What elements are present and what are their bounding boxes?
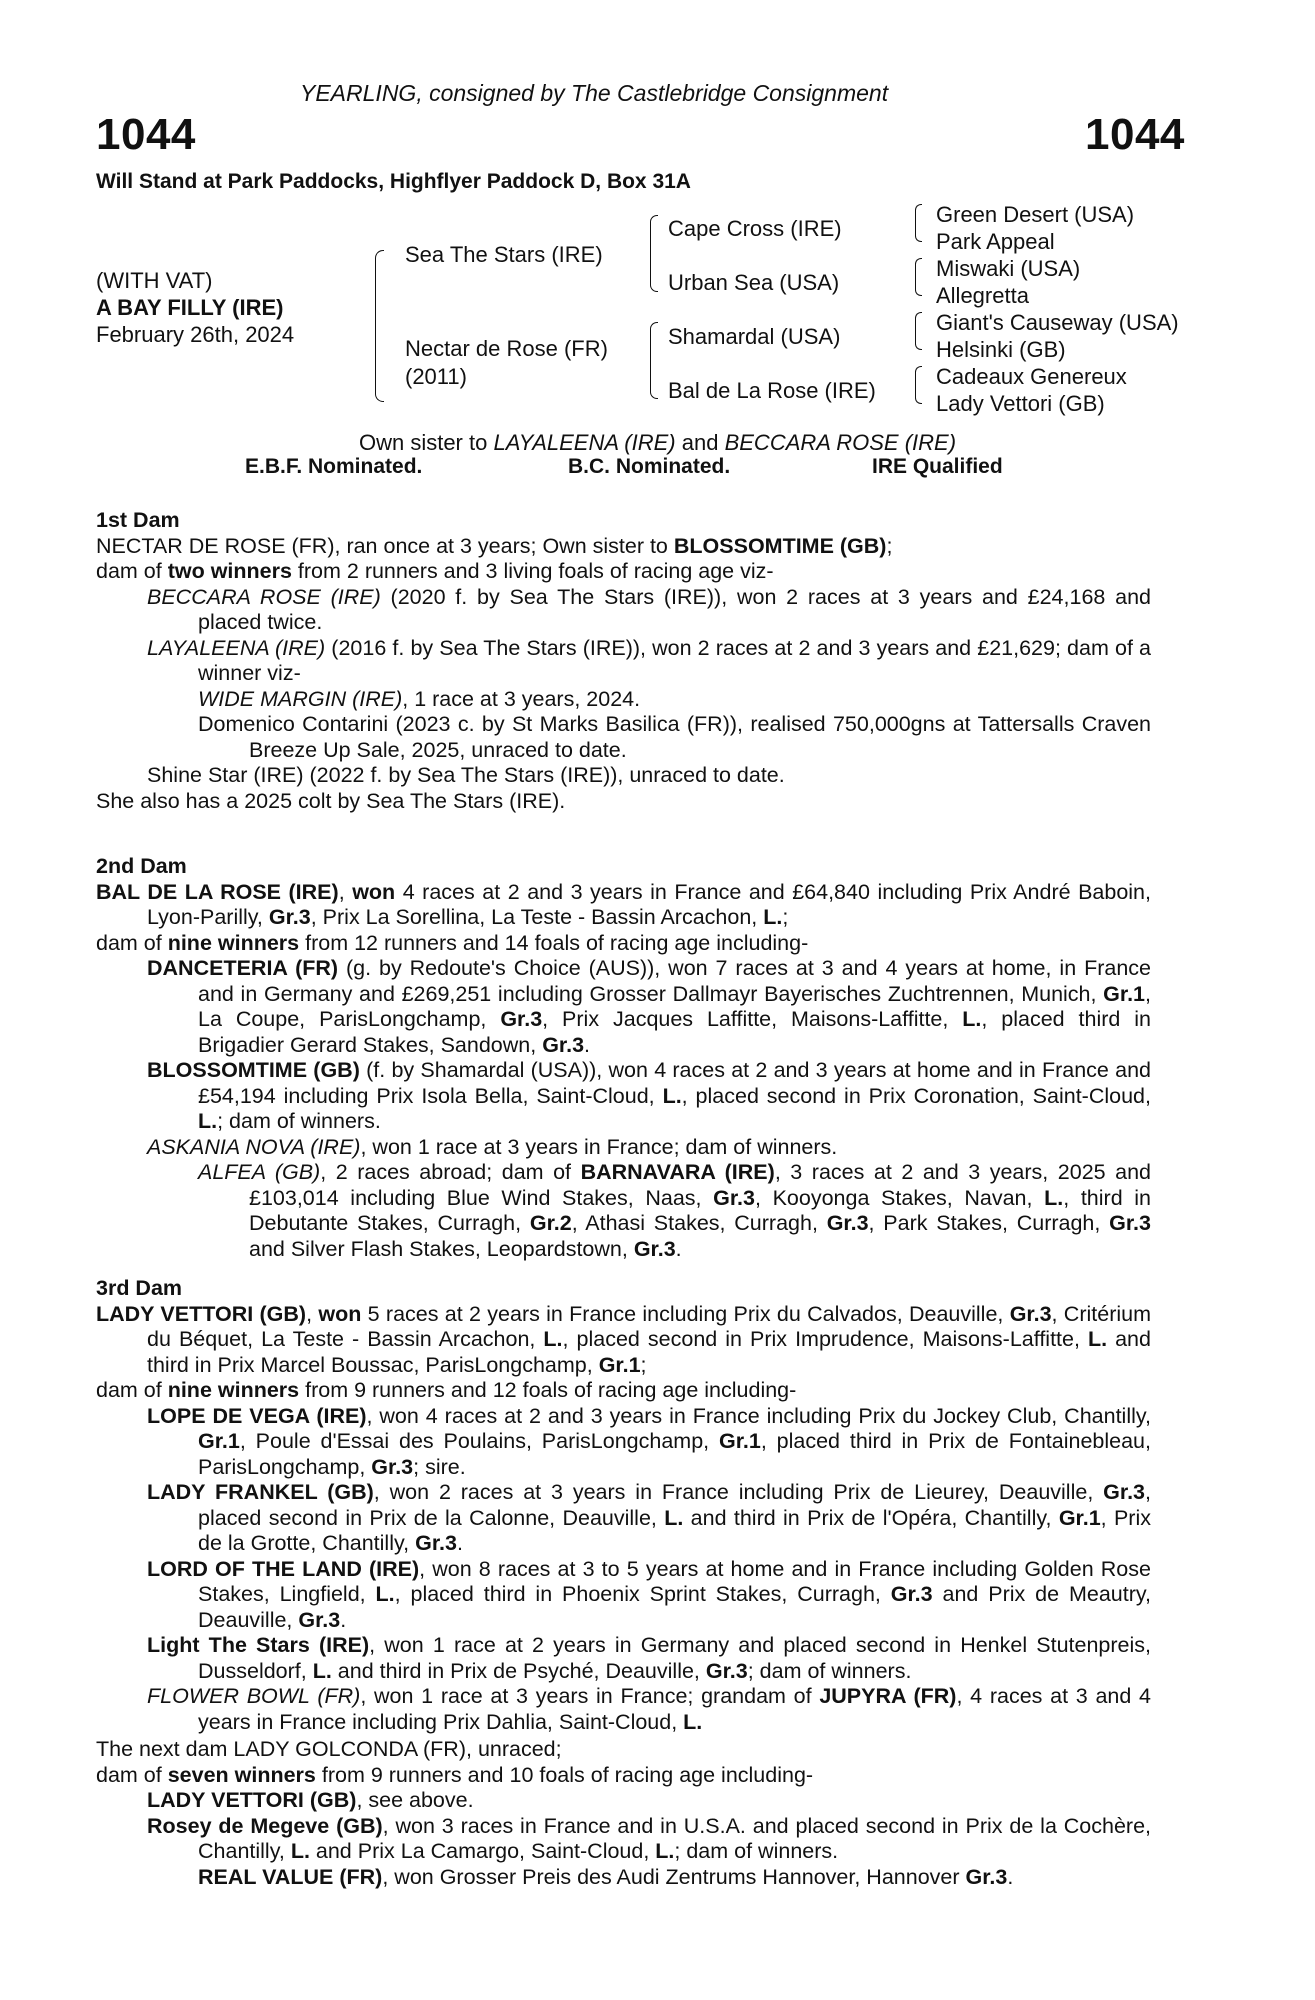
text: , won Grosser Preis des Audi Zentrums Hannover, Hannover [382,1864,966,1889]
grade: Gr.3 [826,1211,869,1235]
grade: L. [290,1839,310,1863]
won: won [318,1301,362,1326]
sd-sire: Miswaki (USA) [936,256,1081,281]
dam-name: Nectar de Rose (FR) [405,336,608,361]
text: ; dam of winners. [674,1839,839,1863]
third-dam-line2 [96,1378,1196,1404]
text: . [456,1531,463,1555]
dd-dam: Lady Vettori (GB) [936,391,1105,416]
text: , [306,1301,319,1326]
progeny-name: LADY FRANKEL (GB) [147,1480,374,1504]
progeny-name: LORD OF THE LAND (IRE) [147,1556,420,1581]
bc-nominated: B.C. Nominated. [568,455,731,478]
pedigree-brace-sire [650,215,658,292]
winners-count: seven winners [167,1762,316,1787]
grade: L. [664,1505,684,1530]
text: (f. by Shamardal (USA)), won 4 races at 2 and 3 years at home and in France and £54,194 including Prix Isola Bella, Saint-Cloud, [198,1058,1151,1108]
text: , third in Debutante Stakes, Curragh, [249,1185,1152,1235]
grade: Gr.3 [500,1007,543,1031]
grade: Gr.2 [529,1211,572,1235]
grade: Gr.3 [1009,1301,1052,1326]
own-sister-name-2: BECCARA ROSE (IRE) [724,430,957,455]
lot-number-right: 1044 [1085,110,1185,159]
progeny-2025-colt: She also has a 2025 colt by Sea The Stars (IRE). [96,788,566,813]
stand-location: Will Stand at Park Paddocks, Highflyer Paddock D, Box 31A [96,170,691,193]
text: 5 races at 2 years in France including Prix du Calvados, Deauville, [361,1301,1010,1326]
progeny-name: BECCARA ROSE (IRE) [147,584,381,609]
next-dam-line1: The next dam LADY GOLCONDA (FR), unraced; [96,1737,562,1761]
progeny-beccara [96,585,1151,636]
progeny-flower-bowl [147,1684,1151,1735]
grade: Gr.3 [298,1607,341,1632]
progeny-text: (2016 f. by Sea The Stars (IRE)), won 2 races at 2 and 3 years and £21,629; dam of a winner viz- [198,635,1151,685]
progeny-lope-de-vega [147,1404,1151,1481]
progeny-light-the-stars [147,1633,1151,1684]
grade: Gr.1 [598,1352,641,1377]
ire-qualified: IRE Qualified [872,455,1003,478]
text: , 3 races at 2 and 3 years, 2025 and £103,014 including Blue Wind Stakes, Naas, [249,1160,1151,1210]
progeny-name: ALFEA (GB) [198,1160,321,1184]
text: and Prix La Camargo, Saint-Cloud, [309,1839,656,1863]
pedigree-brace-1 [915,204,922,242]
text: , 4 races at 3 and 4 years in France including Prix Dahlia, Saint-Cloud, [198,1684,1152,1734]
first-dam-sister: BLOSSOMTIME (GB) [673,533,887,558]
text: dam of [96,930,168,955]
own-sister-and: and [675,430,725,455]
progeny-name: FLOWER BOWL (FR) [147,1684,361,1708]
grade: Gr.3 [542,1032,585,1057]
text: 4 races at 2 and 3 years in France and £64,840 including Prix André Baboin, Lyon-Parilly, [147,879,1151,929]
own-sister-prefix: Own sister to [358,430,494,455]
grade: L. [655,1839,675,1863]
progeny-name: ASKANIA NOVA (IRE) [147,1134,361,1159]
ds-dam: Helsinki (GB) [936,337,1066,362]
text: , Critérium du Béquet, La Teste - Bassin Arcachon, [147,1301,1151,1351]
own-sister-name-1: LAYALEENA (IRE) [493,430,676,455]
second-dam-heading: 2nd Dam [96,854,187,878]
ss-sire: Green Desert (USA) [936,202,1135,227]
text: , Park Stakes, Curragh, [868,1211,1110,1235]
text: and third in Prix de l'Opéra, Chantilly, [683,1505,1059,1530]
sire-name: Sea The Stars (IRE) [405,242,603,267]
progeny-wide-margin [96,687,1196,713]
progeny-lady-vettori [96,1788,1196,1814]
progeny-blossomtime [147,1058,1151,1135]
sire-dam: Urban Sea (USA) [668,270,840,295]
progeny-lady-frankel [147,1480,1151,1557]
winners-count: nine winners [167,1378,300,1402]
horse-name: A BAY FILLY (IRE) [96,295,284,320]
grade: L. [962,1007,982,1031]
text: dam of [96,1762,168,1787]
text: and third in Prix de Psyché, Deauville, [331,1658,706,1683]
first-dam-line1 [96,534,1196,560]
text: , won 1 race at 2 years in Germany and placed second in Henkel Stutenpreis, Dusseldorf, [198,1633,1151,1683]
dd-sire: Cadeaux Genereux [936,364,1127,389]
sire-sire: Cape Cross (IRE) [668,216,842,241]
progeny-text: , 1 race at 3 years, 2024. [402,686,641,711]
text: , [338,879,353,904]
progeny-name: BARNAVARA (IRE) [580,1160,775,1184]
progeny-name: Light The Stars (IRE) [147,1633,370,1657]
progeny-name: WIDE MARGIN (IRE) [198,686,403,711]
third-dam-line1 [96,1302,1151,1379]
dam-year: (2011) [405,364,467,389]
text: , Poule d'Essai des Poulains, ParisLongchamp, [239,1429,719,1453]
text: , won 1 race at 3 years in France; dam of winners. [360,1134,838,1159]
text: dam of [96,1378,168,1402]
grade: L. [683,1709,703,1734]
text: and third in Prix Marcel Boussac, ParisLongchamp, [147,1327,1151,1377]
grade: Gr.3 [633,1236,676,1261]
text: , Kooyonga Stakes, Navan, [755,1185,1045,1210]
grade: Gr.3 [890,1582,933,1606]
pedigree-brace-main [375,250,384,402]
horse-dob: February 26th, 2024 [96,322,295,347]
grade: Gr.3 [705,1658,748,1683]
text: , placed second in Prix de la Calonne, Deauville, [198,1480,1151,1530]
progeny-alfea [198,1160,1151,1262]
dam-dam: Bal de La Rose (IRE) [668,378,876,403]
grade: Gr.3 [371,1454,414,1479]
text: and Silver Flash Stakes, Leopardstown, [249,1236,634,1261]
text: , placed third in Brigadier Gerard Stakes, Sandown, [198,1007,1152,1057]
progeny-name: JUPYRA (FR) [819,1684,957,1708]
progeny-askania-nova [96,1135,1196,1161]
consignment-line: YEARLING, consigned by The Castlebridge Consignment [300,80,889,106]
text: from 9 runners and 10 foals of racing age including- [315,1762,814,1787]
pedigree-brace-2 [915,258,922,296]
second-dam-line2 [96,931,1196,957]
grade: Gr.3 [1109,1211,1151,1235]
text: . [584,1032,591,1057]
progeny-lord-of-the-land [147,1557,1151,1634]
text: from 12 runners and 14 foals of racing age including- [299,930,809,955]
sd-dam: Allegretta [936,283,1029,308]
first-dam-text: NECTAR DE ROSE (FR), ran once at 3 years; Own sister to [96,533,674,558]
grade: Gr.1 [1058,1505,1101,1530]
vat-note: (WITH VAT) [96,268,213,293]
progeny-name: LADY VETTORI (GB) [147,1788,357,1812]
text: , La Coupe, ParisLongchamp, [198,981,1151,1031]
grade: Gr.3 [713,1185,755,1210]
text: dam of [96,559,168,583]
progeny-real-value [96,1865,1196,1891]
text: from 9 runners and 12 foals of racing age including- [299,1378,797,1402]
text: , won 2 races at 3 years in France including Prix de Lieurey, Deauville, [373,1480,1104,1504]
text: , won 8 races at 3 to 5 years at home and in France including Golden Rose Stakes, Lingfield, [198,1556,1151,1606]
text: , won 4 races at 2 and 3 years in France including Prix du Jockey Club, Chantilly, [366,1403,1152,1428]
text: , placed second in Prix Imprudence, Maisons-Laffitte, [562,1327,1088,1351]
winners-count: two winners [167,559,292,583]
grade: Gr.1 [198,1429,240,1453]
progeny-rosey-de-megeve [147,1814,1151,1865]
grade: L. [763,905,783,929]
grade: L. [1087,1327,1108,1351]
text: . [340,1607,347,1632]
winners-count: nine winners [167,930,300,955]
text: , Athasi Stakes, Curragh, [571,1211,827,1235]
text: . [675,1236,682,1261]
grade: L. [198,1109,218,1133]
next-dam-line2 [96,1763,1196,1789]
ds-sire: Giant's Causeway (USA) [936,310,1179,335]
ss-dam: Park Appeal [936,229,1055,254]
text: , placed third in Prix de Fontainebleau, ParisLongchamp, [198,1429,1151,1479]
text: , see above. [356,1788,474,1812]
grade: Gr.1 [1103,981,1146,1006]
progeny-domenico [96,712,1151,763]
dam-sire: Shamardal (USA) [668,324,841,349]
ebf-nominated: E.B.F. Nominated. [245,455,423,478]
grade: L. [1044,1185,1064,1210]
grade: Gr.1 [718,1429,761,1453]
first-dam-heading: 1st Dam [96,508,180,532]
lot-number-left: 1044 [96,110,196,159]
text: from 2 runners and 3 living foals of racing age viz- [291,559,774,583]
grade: L. [543,1327,563,1351]
progeny-text: Domenico Contarini (2023 c. by St Marks Basilica (FR)), realised 750,000gns at Tattersalls Craven Breeze Up Sale, 2025, unraced to date. [198,712,1151,762]
text: , won 1 race at 3 years in France; grandam of [360,1684,820,1708]
progeny-name: REAL VALUE (FR) [198,1864,383,1889]
first-dam-punct: ; [886,533,893,558]
own-sister-line [0,430,1315,456]
progeny-name: LOPE DE VEGA (IRE) [147,1403,367,1428]
progeny-name: Rosey de Megeve (GB) [147,1813,383,1838]
text: and Prix de Meautry, Deauville, [198,1582,1151,1632]
text: (g. by Redoute's Choice (AUS)), won 7 races at 3 and 4 years at home, in France and in Germany and £269,251 including Grosser Dallmayr Bayerisches Zuchtrennen, Munich, [198,956,1151,1006]
pedigree-brace-4 [915,366,922,404]
text: , Prix Jacques Laffitte, Maisons-Laffitte, [542,1007,963,1031]
pedigree-brace-3 [915,312,922,350]
text: , Prix de la Grotte, Chantilly, [198,1505,1151,1555]
text: ; dam of winners. [747,1658,912,1683]
text: . [1007,1864,1014,1889]
dam-name: LADY VETTORI (GB) [96,1301,307,1326]
text: ; sire. [413,1454,466,1479]
text: , placed second in Prix Coronation, Saint-Cloud, [681,1083,1151,1108]
grade: L. [375,1582,395,1606]
text: ; [640,1352,647,1377]
dam-name: BAL DE LA ROSE (IRE) [96,879,339,904]
progeny-name: LAYALEENA (IRE) [147,635,326,660]
text: , Prix La Sorellina, La Teste - Bassin Arcachon, [310,905,764,929]
grade: L. [312,1658,332,1683]
grade: L. [662,1083,682,1108]
text: , 2 races abroad; dam of [320,1160,581,1184]
text: , placed third in Phoenix Sprint Stakes, Curragh, [394,1582,891,1606]
grade: Gr.3 [1103,1480,1146,1504]
pedigree-brace-dam [650,322,658,399]
progeny-text: (2020 f. by Sea The Stars (IRE)), won 2 races at 3 years and £24,168 and placed twice. [198,584,1152,634]
first-dam-line2 [96,559,1196,585]
grade: Gr.3 [268,905,311,929]
text: ; dam of winners. [217,1109,381,1133]
progeny-name: DANCETERIA (FR) [147,956,339,980]
third-dam-heading: 3rd Dam [96,1276,183,1300]
second-dam-line1 [96,880,1151,931]
grade: Gr.3 [415,1531,457,1555]
won: won [352,879,396,904]
progeny-shine-star: Shine Star (IRE) (2022 f. by Sea The Stars (IRE)), unraced to date. [147,763,785,787]
progeny-layaleena [96,636,1151,687]
text: ; [782,905,789,929]
grade: Gr.3 [965,1864,1008,1889]
progeny-danceteria [147,956,1151,1058]
text: , won 3 races in France and in U.S.A. and placed second in Prix de la Cochère, Chantilly, [198,1813,1151,1863]
progeny-name: BLOSSOMTIME (GB) [147,1058,360,1082]
